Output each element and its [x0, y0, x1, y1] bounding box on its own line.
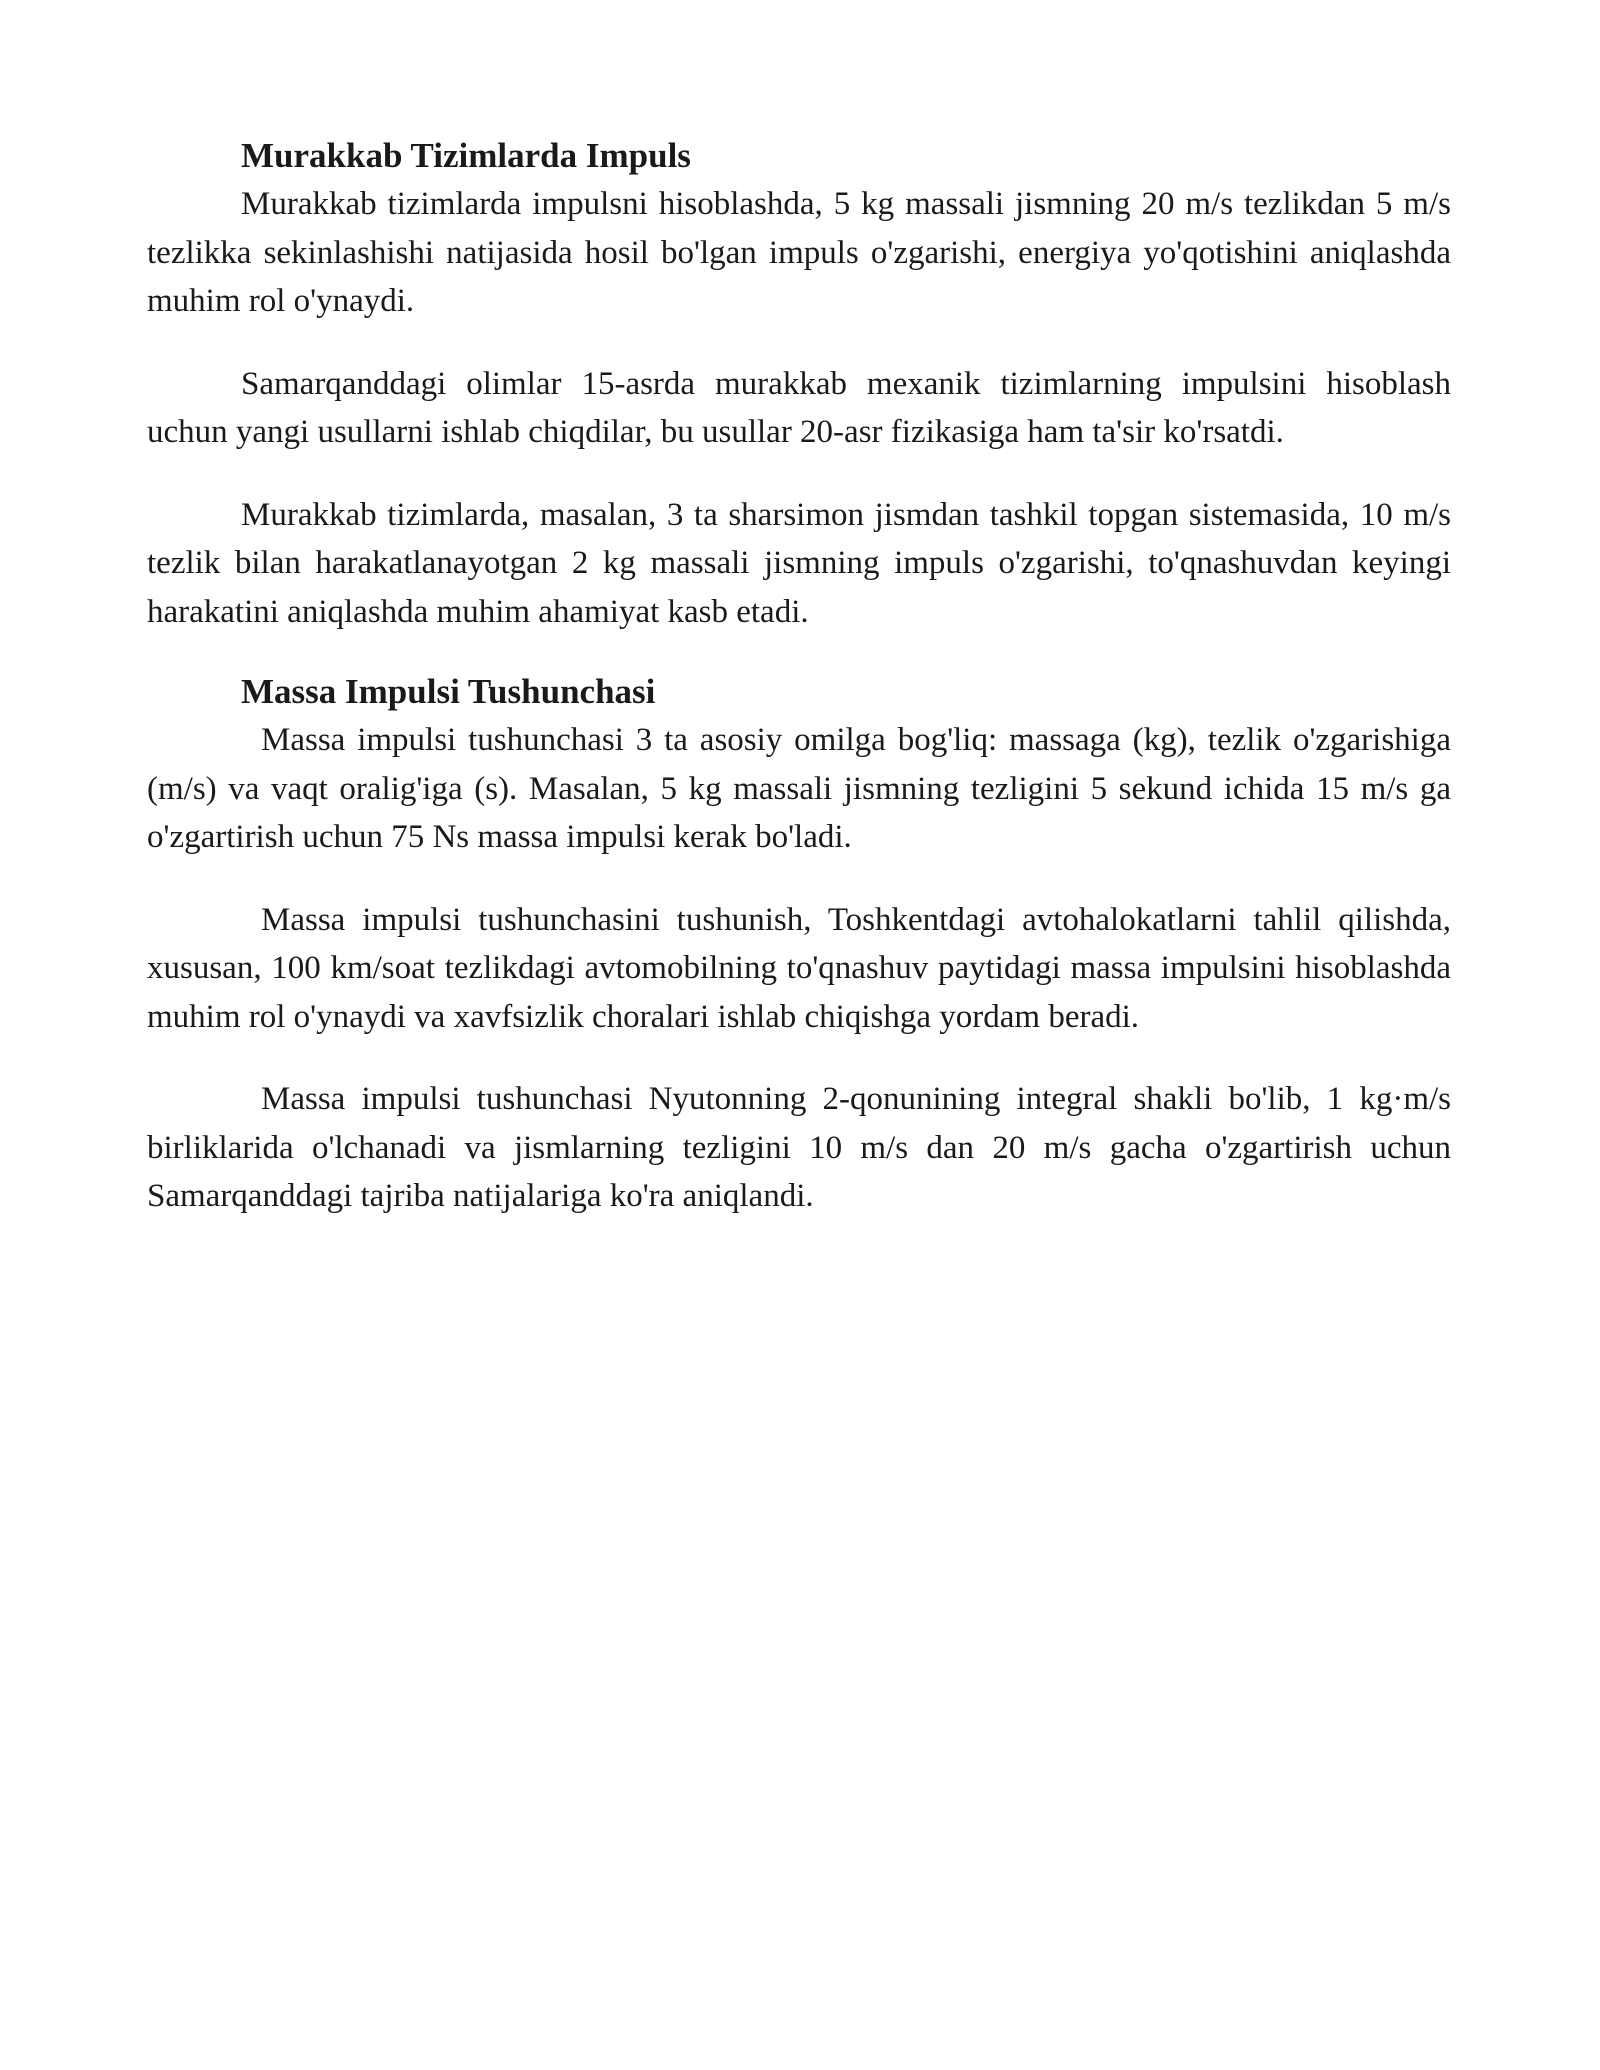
paragraph: Massa impulsi tushunchasi Nyutonning 2-qonunining integral shakli bo'lib, 1 kg·m/s birliklarida o'lchanadi va jismlarning tezligini 10 m/s dan 20 m/s gacha o'zgartirish uchun Samarqanddagi tajriba natijalariga ko'ra aniqlandi. — [147, 1081, 1451, 1214]
paragraph: Samarqanddagi olimlar 15-asrda murakkab mexanik tizimlarning impulsini hisoblash uchun yangi usullarni ishlab chiqdilar, bu usullar 20-asr fizikasiga ham ta'sir ko'rsatdi. — [147, 365, 1451, 450]
paragraph: Massa impulsi tushunchasi 3 ta asosiy omilga bog'liq: massaga (kg), tezlik o'zgarishiga (m/s) va vaqt oralig'iga (s). Masalan, 5 kg massali jismning tezligini 5 sekund ichida 15 m/s ga o'zgartirish uchun 75 Ns massa impulsi kerak bo'ladi. — [147, 722, 1451, 855]
section-massa-impulsi-tushunchasi — [147, 668, 1451, 1221]
paragraph: Massa impulsi tushunchasini tushunish, Toshkentdagi avtohalokatlarni tahlil qilishda, xususan, 100 km/soat tezlikdagi avtomobilning to'qnashuv paytidagi massa impulsini hisoblashda muhim rol o'ynaydi va xavfsizlik choralari ishlab chiqishga yordam beradi. — [147, 901, 1451, 1035]
document-page — [147, 132, 1451, 1221]
paragraph: Murakkab tizimlarda impulsni hisoblashda, 5 kg massali jismning 20 m/s tezlikdan 5 m/s tezlikka sekinlashishi natijasida hosil bo'lgan impuls o'zgarishi, energiya yo'qotishini aniqlashda muhim rol o'ynaydi. — [147, 186, 1451, 319]
section-murakkab-tizimlarda-impuls — [147, 132, 1451, 636]
section-heading: Murakkab Tizimlarda Impuls — [241, 136, 691, 175]
section-heading: Massa Impulsi Tushunchasi — [241, 672, 656, 711]
paragraph: Murakkab tizimlarda, masalan, 3 ta sharsimon jismdan tashkil topgan sistemasida, 10 m/s tezlik bilan harakatlanayotgan 2 kg massali jismning impuls o'zgarishi, to'qnashuvdan keyingi harakatini aniqlashda muhim ahamiyat kasb etadi. — [147, 496, 1451, 630]
